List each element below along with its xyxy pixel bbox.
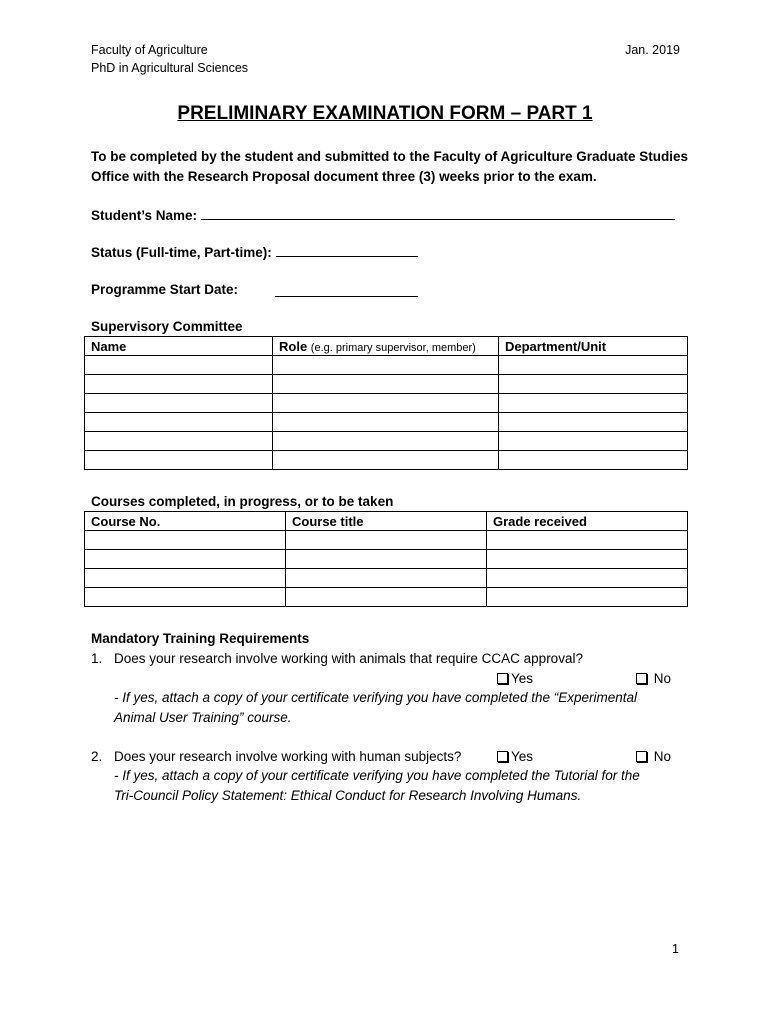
committee-name-cell[interactable] <box>85 413 273 432</box>
student-name-field[interactable] <box>201 205 675 220</box>
table-row <box>85 451 688 470</box>
q2-yes-option[interactable] <box>497 747 533 767</box>
faculty-name: Faculty of Agriculture <box>91 43 208 57</box>
header-left <box>91 41 248 77</box>
q1-question: Does your research involve working with animals that require CCAC approval? <box>114 651 583 666</box>
committee-role-cell[interactable] <box>273 432 499 451</box>
committee-name-cell[interactable] <box>85 356 273 375</box>
q1-no-label: No <box>653 671 672 686</box>
table-row <box>85 375 688 394</box>
q1-yes-label: Yes <box>511 671 534 686</box>
q1-note-line1: - If yes, attach a copy of your certificate verifying you have completed the “Experimental <box>114 690 637 705</box>
table-row <box>85 588 688 607</box>
col-course-number-header: Course No. <box>85 512 286 531</box>
courses-grade-cell[interactable] <box>487 531 688 550</box>
start-date-row <box>91 280 238 300</box>
table-row <box>85 531 688 550</box>
q2-yes-label: Yes <box>511 749 534 764</box>
q2-number: 2. <box>91 749 103 764</box>
page-number: 1 <box>672 942 679 956</box>
courses-number-cell[interactable] <box>85 550 286 569</box>
table-row <box>85 569 688 588</box>
committee-table <box>84 336 688 470</box>
committee-department-cell[interactable] <box>499 413 688 432</box>
q1-no-option[interactable] <box>636 669 671 689</box>
table-row <box>85 394 688 413</box>
q2-question: Does your research involve working with human subjects? <box>114 749 462 764</box>
courses-heading: Courses completed, in progress, or to be taken <box>91 494 394 509</box>
courses-grade-cell[interactable] <box>487 588 688 607</box>
table-row <box>85 356 688 375</box>
q1-no-checkbox[interactable] <box>636 673 647 684</box>
courses-number-cell[interactable] <box>85 569 286 588</box>
courses-title-cell[interactable] <box>286 569 487 588</box>
committee-department-cell[interactable] <box>499 375 688 394</box>
status-field[interactable] <box>276 242 418 257</box>
col-department-header: Department/Unit <box>499 337 688 356</box>
training-heading: Mandatory Training Requirements <box>91 631 310 646</box>
q2-no-option[interactable] <box>636 747 671 767</box>
start-date-label: Programme Start Date: <box>91 282 239 297</box>
q1-note-line2: Animal User Training” course. <box>114 710 292 725</box>
committee-name-cell[interactable] <box>85 451 273 470</box>
committee-name-cell[interactable] <box>85 432 273 451</box>
role-hint: (e.g. primary supervisor, member) <box>310 341 476 354</box>
committee-department-cell[interactable] <box>499 432 688 451</box>
committee-header-row <box>85 337 688 356</box>
courses-number-cell[interactable] <box>85 588 286 607</box>
page-title: PRELIMINARY EXAMINATION FORM – PART 1 <box>177 103 593 124</box>
committee-role-cell[interactable] <box>273 375 499 394</box>
student-name-row <box>91 205 675 226</box>
committee-name-cell[interactable] <box>85 394 273 413</box>
courses-header-row <box>85 512 688 531</box>
courses-title-cell[interactable] <box>286 588 487 607</box>
col-role-header: Role (e.g. primary supervisor, member) <box>273 337 499 356</box>
status-row <box>91 242 418 263</box>
committee-heading: Supervisory Committee <box>91 319 243 334</box>
start-date-field[interactable] <box>275 282 418 297</box>
q1-yes-option[interactable] <box>497 669 533 689</box>
committee-department-cell[interactable] <box>499 356 688 375</box>
table-row <box>85 550 688 569</box>
committee-role-cell[interactable] <box>273 394 499 413</box>
header-date: Jan. 2019 <box>625 43 680 57</box>
courses-table <box>84 511 688 607</box>
committee-role-cell[interactable] <box>273 356 499 375</box>
q1-number: 1. <box>91 651 103 666</box>
committee-name-cell[interactable] <box>85 375 273 394</box>
committee-department-cell[interactable] <box>499 451 688 470</box>
program-name: PhD in Agricultural Sciences <box>91 61 249 75</box>
col-name-header: Name <box>85 337 273 356</box>
q2-no-label: No <box>653 749 672 764</box>
courses-grade-cell[interactable] <box>487 550 688 569</box>
committee-role-cell[interactable] <box>273 451 499 470</box>
q1-yes-checkbox[interactable] <box>497 673 508 684</box>
q2-yes-checkbox[interactable] <box>497 751 508 762</box>
table-row <box>85 413 688 432</box>
col-course-title-header: Course title <box>286 512 487 531</box>
col-grade-header: Grade received <box>487 512 688 531</box>
courses-number-cell[interactable] <box>85 531 286 550</box>
committee-department-cell[interactable] <box>499 394 688 413</box>
table-row <box>85 432 688 451</box>
courses-grade-cell[interactable] <box>487 569 688 588</box>
q2-note-line2: Tri-Council Policy Statement: Ethical Conduct for Research Involving Humans. <box>114 788 582 803</box>
q2-note-line1: - If yes, attach a copy of your certificate verifying you have completed the Tutorial for the <box>114 768 640 783</box>
instructions: To be completed by the student and submitted to the Faculty of Agriculture Graduate Studies Office with the Research Proposal document three (3) weeks prior to the exam. <box>91 149 689 184</box>
status-label: Status (Full-time, Part-time): <box>91 245 272 260</box>
courses-title-cell[interactable] <box>286 550 487 569</box>
committee-role-cell[interactable] <box>273 413 499 432</box>
q2-no-checkbox[interactable] <box>636 751 647 762</box>
courses-title-cell[interactable] <box>286 531 487 550</box>
student-name-label: Student’s Name: <box>91 208 198 223</box>
